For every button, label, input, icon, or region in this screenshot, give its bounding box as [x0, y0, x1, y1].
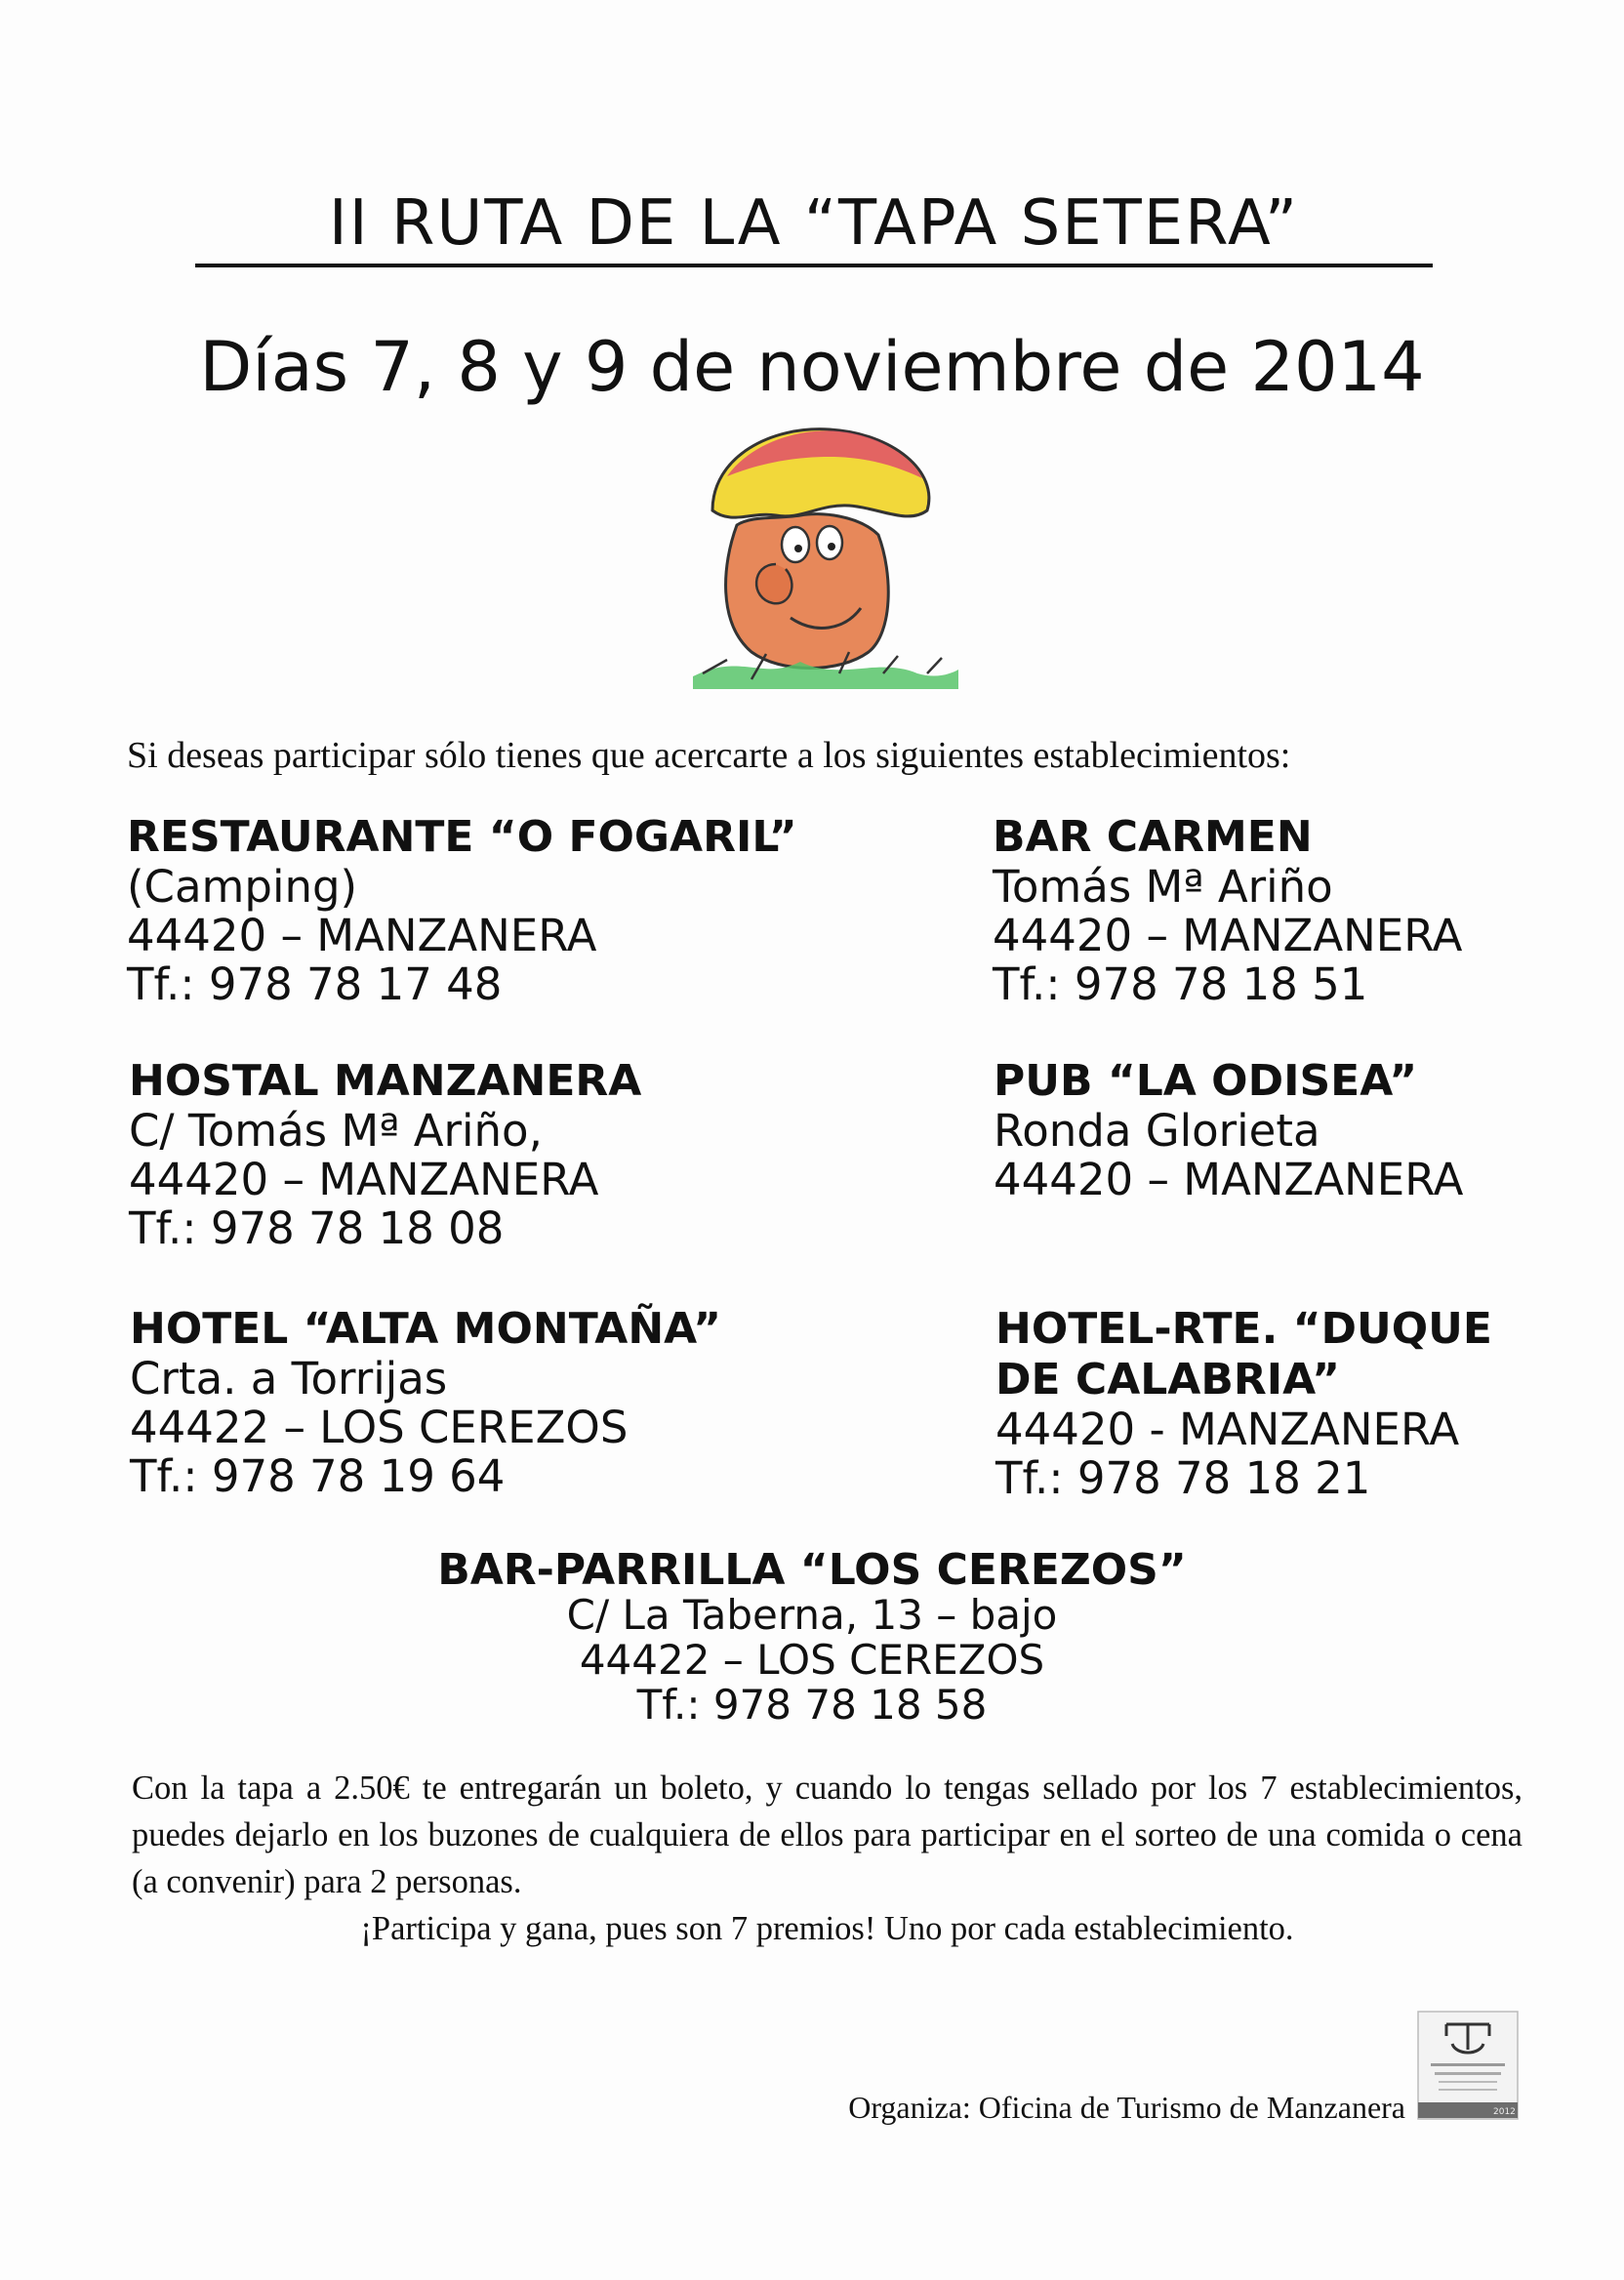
establishment-hotel-alta-montana — [130, 1304, 721, 1501]
intro-text: Si deseas participar sólo tienes que acercarte a los siguientes establecimientos: — [127, 735, 1291, 776]
quality-tourism-logo-icon — [1417, 2011, 1519, 2120]
establishment-address: 44420 – MANZANERA — [994, 1154, 1464, 1205]
establishment-line: Ronda Glorieta — [994, 1105, 1320, 1157]
establishment-line: (Camping) — [127, 861, 358, 913]
logo-year: 2012 — [1493, 2107, 1516, 2117]
establishment-name: HOTEL-RTE. “DUQUE — [995, 1304, 1492, 1354]
establishment-line: Tomás Mª Ariño — [993, 861, 1333, 913]
establishment-name: HOTEL “ALTA MONTAÑA” — [130, 1304, 722, 1354]
rules-text — [132, 1765, 1522, 1952]
page-title: II RUTA DE LA “TAPA SETERA” — [195, 187, 1433, 267]
establishment-phone: Tf.: 978 78 19 64 — [130, 1450, 506, 1502]
establishment-address: 44420 – MANZANERA — [127, 910, 597, 961]
establishment-address: 44422 – LOS CEREZOS — [130, 1402, 629, 1453]
establishment-name: RESTAURANTE “O FOGARIL” — [127, 812, 797, 862]
establishment-phone: Tf.: 978 78 17 48 — [127, 958, 503, 1010]
establishment-line: Crta. a Torrijas — [130, 1353, 448, 1405]
establishment-pub-la-odisea — [994, 1056, 1463, 1204]
establishment-line: C/ La Taberna, 13 – bajo — [566, 1591, 1058, 1639]
establishment-duque-de-calabria — [995, 1304, 1492, 1503]
mushroom-character-icon — [683, 418, 966, 714]
closing-line: ¡Participa y gana, pues son 7 premios! Uno por cada establecimiento. — [360, 1910, 1294, 1947]
establishment-name: BAR CARMEN — [993, 812, 1313, 862]
establishment-name-continued: DE CALABRIA” — [995, 1355, 1341, 1405]
establishment-phone: Tf.: 978 78 18 51 — [993, 958, 1368, 1010]
establishment-hostal-manzanera — [129, 1056, 641, 1253]
establishment-phone: Tf.: 978 78 18 58 — [636, 1681, 988, 1729]
organizer-credit: Organiza: Oficina de Turismo de Manzanera — [848, 2090, 1405, 2125]
event-dates: Días 7, 8 y 9 de noviembre de 2014 — [199, 327, 1425, 407]
establishment-name: HOSTAL MANZANERA — [129, 1056, 642, 1106]
establishment-bar-carmen — [993, 812, 1462, 1009]
establishment-phone: Tf.: 978 78 18 08 — [129, 1202, 505, 1254]
establishment-address: 44422 – LOS CEREZOS — [579, 1636, 1045, 1684]
establishment-name: PUB “LA ODISEA” — [994, 1056, 1418, 1106]
establishment-address: 44420 – MANZANERA — [129, 1154, 599, 1205]
rules-paragraph: Con la tapa a 2.50€ te entregarán un boleto, y cuando lo tengas sellado por los 7 establecimientos, puedes dejarlo en los buzones de cualquiera de ellos para participar en el sorteo de una comida o cena (a convenir) para 2 personas. — [132, 1770, 1522, 1900]
establishment-o-fogaril — [127, 812, 797, 1009]
establishment-name: BAR-PARRILLA “LOS CEREZOS” — [437, 1545, 1187, 1595]
establishment-address: 44420 – MANZANERA — [993, 910, 1463, 961]
establishment-bar-parrilla-los-cerezos — [324, 1545, 1300, 1729]
establishment-phone: Tf.: 978 78 18 21 — [995, 1452, 1371, 1504]
establishment-address: 44420 - MANZANERA — [995, 1404, 1460, 1455]
establishment-line: C/ Tomás Mª Ariño, — [129, 1105, 543, 1157]
